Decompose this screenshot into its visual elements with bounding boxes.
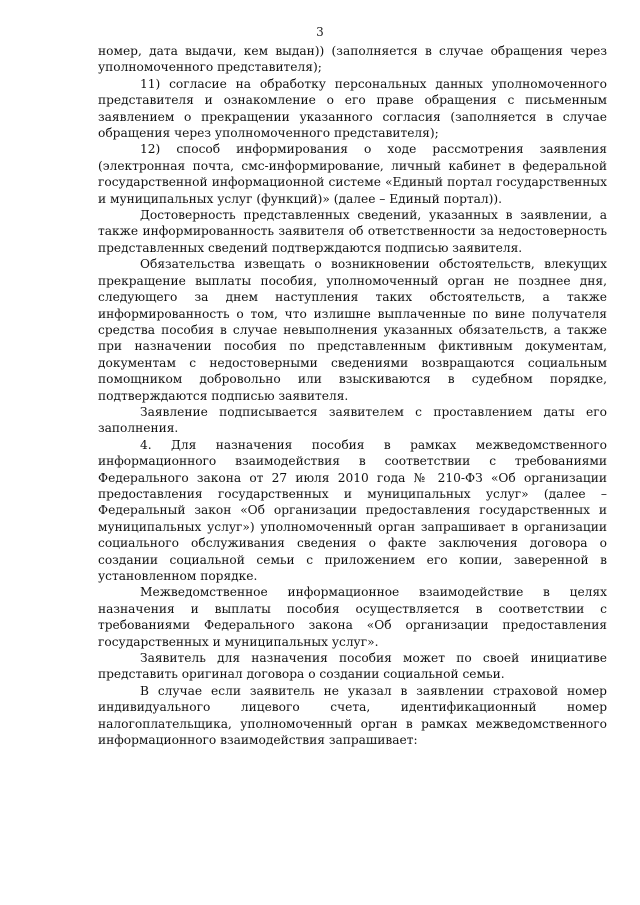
paragraph-p-snils: В случае если заявитель не указал в заявлении страховой номер индивидуального лицевого счета, идентификационный номер налогоплательщика, уполномоченный орган в рамках межведомственного информационного взаимодействия запрашивает: [98,683,607,748]
paragraph-p-signed: Заявление подписывается заявителем с проставлением даты его заполнения. [98,404,607,436]
paragraph-p-reliability: Достоверность представленных сведений, указанных в заявлении, а также информированность заявителя об ответственности за недостоверность представленных сведений подтверждаются подписью заявителя. [98,208,607,255]
page-number: 3 [316,25,324,39]
paragraph-p-obligations: Обязательства извещать о возникновении обстоятельств, влекущих прекращение выплаты пособия, уполномоченный орган не позднее дня, следующего за днем наступления таких обстоятельств, а также информированность о том, что излишне выплаченные по вине получателя средства пособия в случае невыполнения указанных обязательств, а также при назначении пособия по представленным фиктивным документам, документам с недостоверными сведениями возвращаются социальным помощником добровольно или взыскиваются в судебном порядке, подтверждаются подписью заявителя. [98,257,607,403]
document-body [98,43,607,748]
paragraph-p-interagency: Межведомственное информационное взаимодействие в целях назначения и выплаты пособия осуществляется в соответствии с требованиями Федерального закона «Об организации предоставления государственных и муниципальных услуг». [98,585,607,649]
paragraph-p-11: 11) согласие на обработку персональных данных уполномоченного представителя и ознакомление о его праве обращения с письменным заявлением о прекращении указанного согласия (заполняется в случае обращения через уполномоченного представителя); [98,76,607,141]
paragraph-p-contd: номер, дата выдачи, кем выдан)) (заполняется в случае обращения через уполномоченного представителя); [98,44,607,75]
paragraph-p-4: 4. Для назначения пособия в рамках межведомственного информационного взаимодействия в соответствии с требованиями Федерального закона от 27 июля 2010 года № 210-ФЗ «Об организации предоставления государственных и муниципальных услуг» (далее – Федеральный закон «Об организации предоставления государственных и муниципальных услуг») уполномоченный орган запрашивает в организации социального обслуживания сведения о факте заключения договора о создании социальной семьи с приложением его копии, заверенной в установленном порядке. [98,437,607,583]
paragraph-p-original: Заявитель для назначения пособия может по своей инициативе представить оригинал договора о создании социальной семьи. [98,651,607,682]
paragraph-p-12: 12) способ информирования о ходе рассмотрения заявления (электронная почта, смс-информирование, личный кабинет в федеральной государственной информационной системе «Единый портал государственных и муниципальных услуг (функций)» (далее – Единый портал)). [98,142,607,206]
